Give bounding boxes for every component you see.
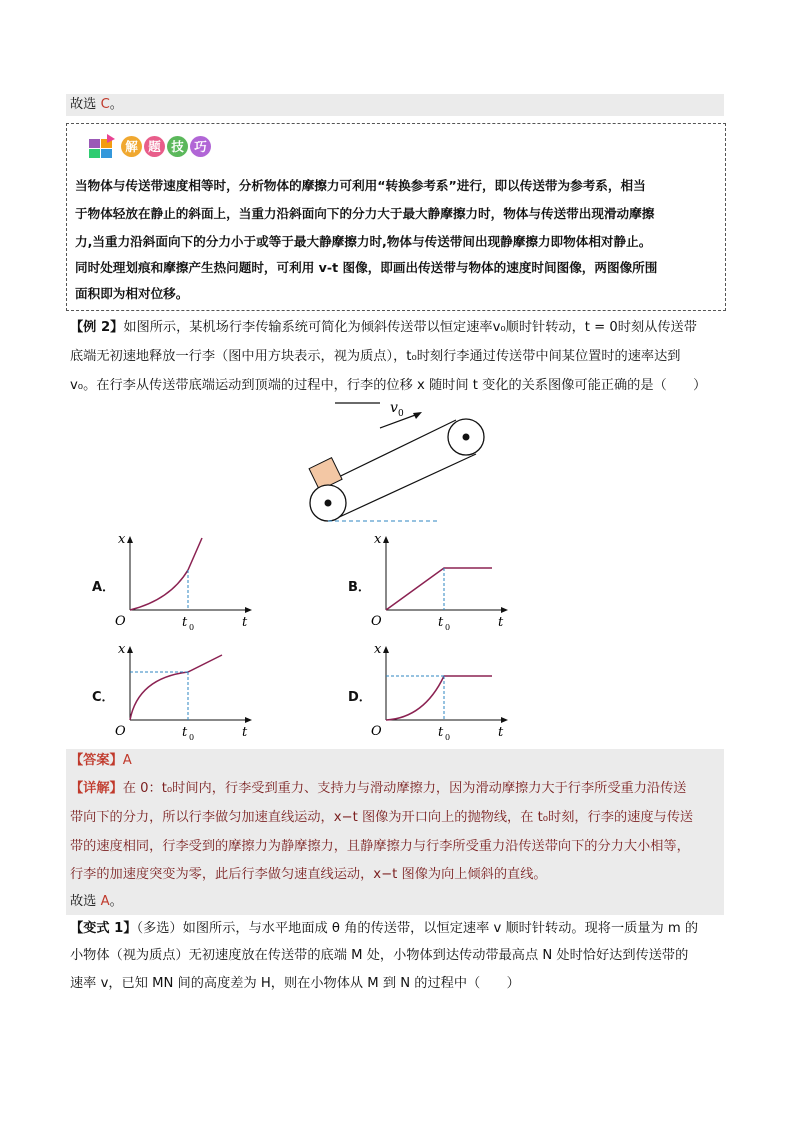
option-b-y-label: x: [374, 532, 382, 547]
tips-header: [87, 133, 213, 159]
option-b-x-label: t: [498, 615, 504, 630]
puzzle-icon: [87, 133, 121, 159]
tips-line-3: 力,当重力沿斜面向下的分力小于或等于最大静摩擦力时,物体与传送带间出现静摩擦力即物体相对静止。: [75, 234, 652, 249]
option-c-origin: O: [115, 724, 126, 739]
conclusion-prefix: 故选: [70, 894, 101, 909]
option-d-tick-sub: 0: [445, 733, 451, 742]
detail-text-1: 在 0：t₀时间内，行李受到重力、支持力与滑动摩擦力，因为滑动摩擦力大于行李所受重力沿传送: [122, 781, 687, 796]
option-c-y-label: x: [118, 642, 126, 657]
option-b-graph: [366, 528, 516, 634]
example-text-1: 如图所示，某机场行李传输系统可简化为倾斜传送带以恒定速率v₀顺时针转动，t = 0时刻从传送带: [123, 320, 697, 335]
prev-answer-suffix: 。: [109, 97, 123, 112]
detail-line-4: 行李的加速度突变为零，此后行李做匀速直线运动，x−t 图像为向上倾斜的直线。: [70, 867, 547, 882]
tips-badge-1: 解: [121, 136, 142, 157]
option-a-x-label: t: [242, 615, 248, 630]
velocity-sub: 0: [398, 409, 404, 419]
option-b-curve: [386, 568, 492, 610]
detail-line-2: 带向下的分力，所以行李做匀加速直线运动，x−t 图像为开口向上的抛物线，在 t₀时刻，行李的速度与传送: [70, 810, 694, 825]
option-b-tick-sub: 0: [445, 623, 451, 632]
option-d-origin: O: [371, 724, 382, 739]
option-c-tick: t: [182, 725, 188, 740]
variant-line-1: [70, 919, 698, 939]
option-a-tick: t: [182, 615, 188, 630]
velocity-label: v: [390, 400, 398, 416]
option-d-curve: [386, 676, 492, 720]
answer-line: [70, 751, 132, 771]
option-b-label: B．: [348, 580, 371, 595]
option-c-tick-sub: 0: [189, 733, 195, 742]
variant-line-3: 速率 v，已知 MN 间的高度差为 H，则在小物体从 M 到 N 的过程中（ ）: [70, 976, 520, 991]
example-line-1: [70, 318, 697, 338]
option-d-graph: [366, 638, 516, 744]
tips-line-2: 于物体轻放在静止的斜面上，当重力沿斜面向下的分力大于最大静摩擦力时，物体与传送带出现滑动摩擦: [75, 206, 655, 221]
conveyor-figure: [290, 400, 500, 528]
option-d-tick: t: [438, 725, 444, 740]
answer-tag: 【答案】: [70, 753, 123, 768]
detail-tag: 【详解】: [70, 781, 123, 796]
tips-line-4: 同时处理划痕和摩擦产生热问题时，可利用 v-t 图像，即画出传送带与物体的速度时间图像，两图像所围: [75, 260, 658, 275]
conclusion-line: [70, 892, 123, 912]
option-d-x-label: t: [498, 725, 504, 740]
option-a-y-label: x: [118, 532, 126, 547]
detail-line-1: [70, 779, 686, 799]
option-a-graph: [110, 528, 260, 634]
detail-line-3: 带的速度相同，行李受到的摩擦力为静摩擦力，且静摩擦力与行李所受重力沿传送带向下的分力大小相等，: [70, 839, 690, 854]
prev-answer-line: [70, 95, 123, 115]
prev-answer-prefix: 故选: [70, 97, 101, 112]
example-line-2: 底端无初速地释放一行李（图中用方块表示，视为质点），t₀时刻行李通过传送带中间某位置时的速率达到: [70, 349, 681, 364]
option-a-label: A．: [92, 580, 116, 595]
option-a-tick-sub: 0: [189, 623, 195, 632]
answer-value: A: [122, 753, 132, 768]
conclusion-letter: A: [100, 894, 110, 909]
variant-text-1: （多选）如图所示，与水平地面成 θ 角的传送带，以恒定速率 v 顺时针转动。现将一质量为 m 的: [136, 921, 699, 936]
variant-tag: 【变式 1】: [70, 921, 137, 936]
solution-shade: [66, 749, 724, 915]
option-c-curve: [130, 655, 222, 720]
prev-answer-letter: C: [100, 97, 110, 112]
tips-box: [66, 123, 726, 311]
example-line-3: v₀。在行李从传送带底端运动到顶端的过程中，行李的位移 x 随时间 t 变化的关系图像可能正确的是（ ）: [70, 378, 707, 393]
example-tag: 【例 2】: [70, 320, 124, 335]
tips-line-1: 当物体与传送带速度相等时，分析物体的摩擦力可利用“转换参考系”进行，即以传送带为参考系，相当: [75, 178, 646, 193]
prev-answer-shade: [66, 94, 724, 116]
option-b-tick: t: [438, 615, 444, 630]
option-d-label: D．: [348, 690, 372, 705]
tips-badge-3: 技: [167, 136, 188, 157]
option-c-x-label: t: [242, 725, 248, 740]
option-b-origin: O: [371, 614, 382, 629]
option-c-label: C．: [92, 690, 115, 705]
option-a-origin: O: [115, 614, 126, 629]
tips-badge-2: 题: [144, 136, 165, 157]
tips-badge-4: 巧: [190, 136, 211, 157]
option-a-curve: [130, 538, 202, 610]
tips-line-5: 面积即为相对位移。: [75, 286, 189, 301]
conclusion-suffix: 。: [109, 894, 123, 909]
option-c-graph: [110, 638, 260, 744]
option-d-y-label: x: [374, 642, 382, 657]
variant-line-2: 小物体（视为质点）无初速度放在传送带的底端 M 处，小物体到达传动带最高点 N 处时恰好达到传送带的: [70, 948, 689, 963]
